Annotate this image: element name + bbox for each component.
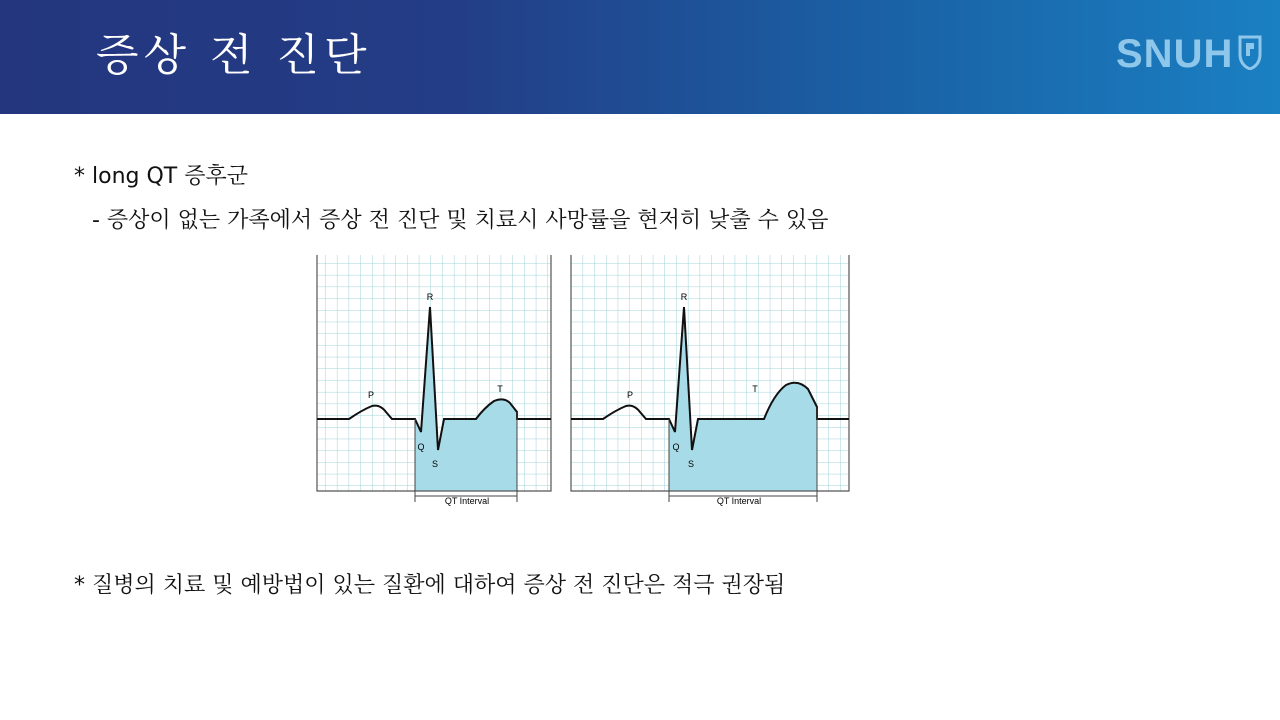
wave-label-s: S bbox=[431, 459, 439, 469]
wave-label-p: P bbox=[367, 390, 375, 400]
slide-title: 증상 전 진단 bbox=[96, 30, 372, 81]
qt-interval-label: QT Interval bbox=[716, 496, 762, 506]
bullet-presymptomatic-recommended: * 질병의 치료 및 예방법이 있는 질환에 대하여 증상 전 진단은 적극 권장됨 bbox=[74, 573, 786, 598]
slide-header bbox=[0, 0, 1280, 114]
wave-label-q: Q bbox=[417, 442, 425, 452]
wave-label-r: R bbox=[680, 292, 688, 302]
bullet-long-qt: * long QT 증후군 bbox=[74, 164, 248, 189]
sub-bullet-family-diagnosis: - 증상이 없는 가족에서 증상 전 진단 및 치료시 사망률을 현저히 낮출 수 있음 bbox=[92, 208, 829, 233]
wave-label-t: T bbox=[497, 384, 503, 394]
wave-label-q: Q bbox=[672, 442, 680, 452]
ecg-panel-normal bbox=[317, 255, 551, 506]
wave-label-t: T bbox=[752, 384, 758, 394]
shield-icon bbox=[1238, 34, 1262, 70]
ecg-qt-figure bbox=[314, 252, 854, 512]
snuh-logo: SNUH bbox=[1116, 32, 1234, 76]
qt-interval-label: QT Interval bbox=[444, 496, 490, 506]
wave-label-p: P bbox=[626, 390, 634, 400]
wave-label-r: R bbox=[426, 292, 434, 302]
wave-label-s: S bbox=[687, 459, 695, 469]
ecg-panel-prolonged bbox=[571, 255, 849, 506]
